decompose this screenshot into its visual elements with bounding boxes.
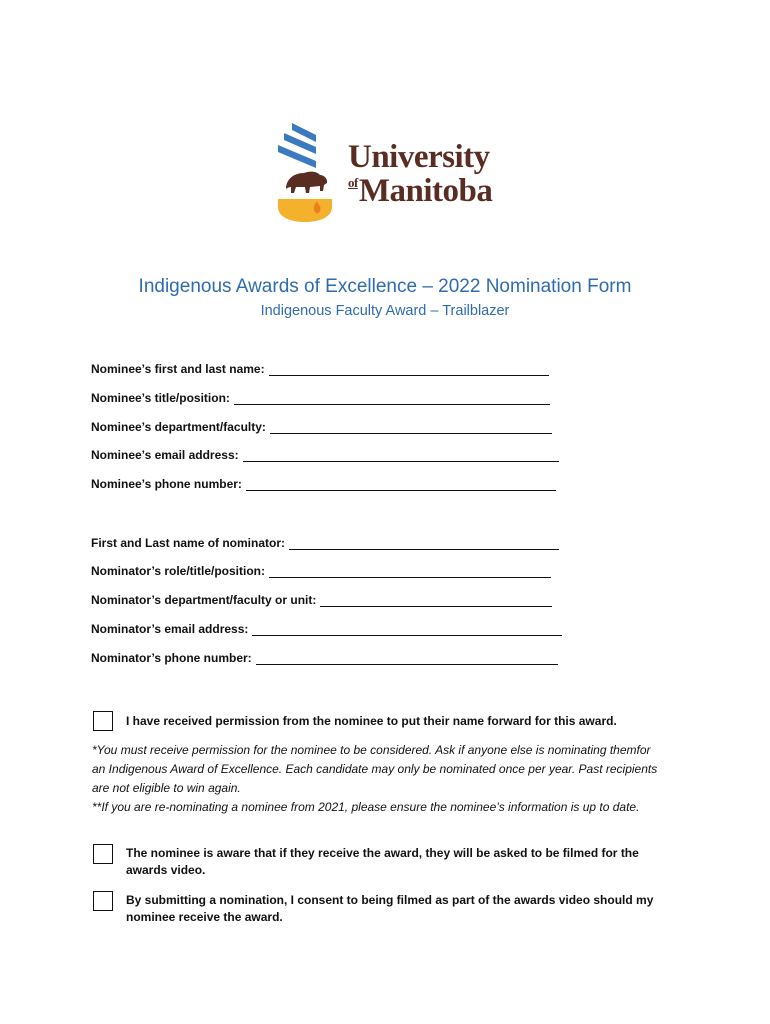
- nominator-email-field[interactable]: [252, 623, 562, 636]
- logo-manitoba-text: [348, 173, 492, 215]
- form-title: Indigenous Awards of Excellence – 2022 Nomination Form: [138, 276, 632, 297]
- aware-checkbox-label: The nominee is aware that if they receive the award, they will be asked to be filmed for the awards video.: [126, 846, 639, 877]
- nominator-department-field[interactable]: [320, 594, 552, 607]
- nominee-email-row: [91, 444, 559, 462]
- nominator-role-row: [91, 560, 551, 578]
- logo-of-text: of: [348, 175, 358, 190]
- nominator-name-row: [91, 532, 559, 550]
- nominee-department-field[interactable]: [270, 421, 552, 434]
- field-label: Nominee’s email address:: [91, 448, 239, 462]
- nominee-name-row: [91, 358, 549, 376]
- consent-checkbox[interactable]: [93, 891, 113, 911]
- field-label: Nominator’s email address:: [91, 622, 249, 636]
- consent-checkbox-label: By submitting a nomination, I consent to being filmed as part of the awards video should my nominee receive the award.: [126, 893, 654, 924]
- logo-manitoba-word: Manitoba: [358, 173, 493, 209]
- nominee-phone-row: [91, 473, 556, 491]
- field-label: Nominator’s phone number:: [91, 651, 252, 665]
- permission-checkbox[interactable]: [93, 711, 113, 731]
- nominator-phone-field[interactable]: [256, 652, 558, 665]
- permission-checkbox-label: I have received permission from the nominee to put their name forward for this award.: [126, 714, 617, 728]
- nominee-name-field[interactable]: [269, 363, 549, 376]
- nominator-department-row: [91, 589, 552, 607]
- field-label: Nominee’s department/faculty:: [91, 420, 266, 434]
- field-label: Nominee’s title/position:: [91, 391, 230, 405]
- nominee-email-field[interactable]: [243, 449, 559, 462]
- field-label: First and Last name of nominator:: [91, 536, 286, 550]
- logo-university-text: University: [348, 139, 490, 175]
- nominee-title-row: [91, 387, 550, 405]
- field-label: Nominee’s first and last name:: [91, 362, 265, 376]
- nominee-phone-field[interactable]: [246, 478, 556, 491]
- field-label: Nominee’s phone number:: [91, 477, 242, 491]
- permission-note: *You must receive permission for the nominee to be considered. Ask if anyone else is nominating themfor an Indigenous Award of Excellence. Each candidate may only be nominated once per year. Past recipients are not eligible to win again.: [92, 743, 658, 795]
- nominee-title-field[interactable]: [234, 392, 550, 405]
- aware-checkbox[interactable]: [93, 844, 113, 864]
- nominee-department-row: [91, 416, 552, 434]
- form-subtitle: Indigenous Faculty Award – Trailblazer: [260, 303, 510, 319]
- nominator-name-field[interactable]: [289, 537, 559, 550]
- university-of-manitoba-logo: [276, 121, 496, 223]
- nominator-phone-row: [91, 647, 558, 665]
- nominator-email-row: [91, 618, 562, 636]
- renomination-note: **If you are re-nominating a nominee from 2021, please ensure the nominee’s information is up to date.: [92, 800, 640, 814]
- bison-shield-icon: [276, 121, 334, 223]
- field-label: Nominator’s department/faculty or unit:: [91, 593, 317, 607]
- field-label: Nominator’s role/title/position:: [91, 564, 266, 578]
- nominator-role-field[interactable]: [269, 565, 551, 578]
